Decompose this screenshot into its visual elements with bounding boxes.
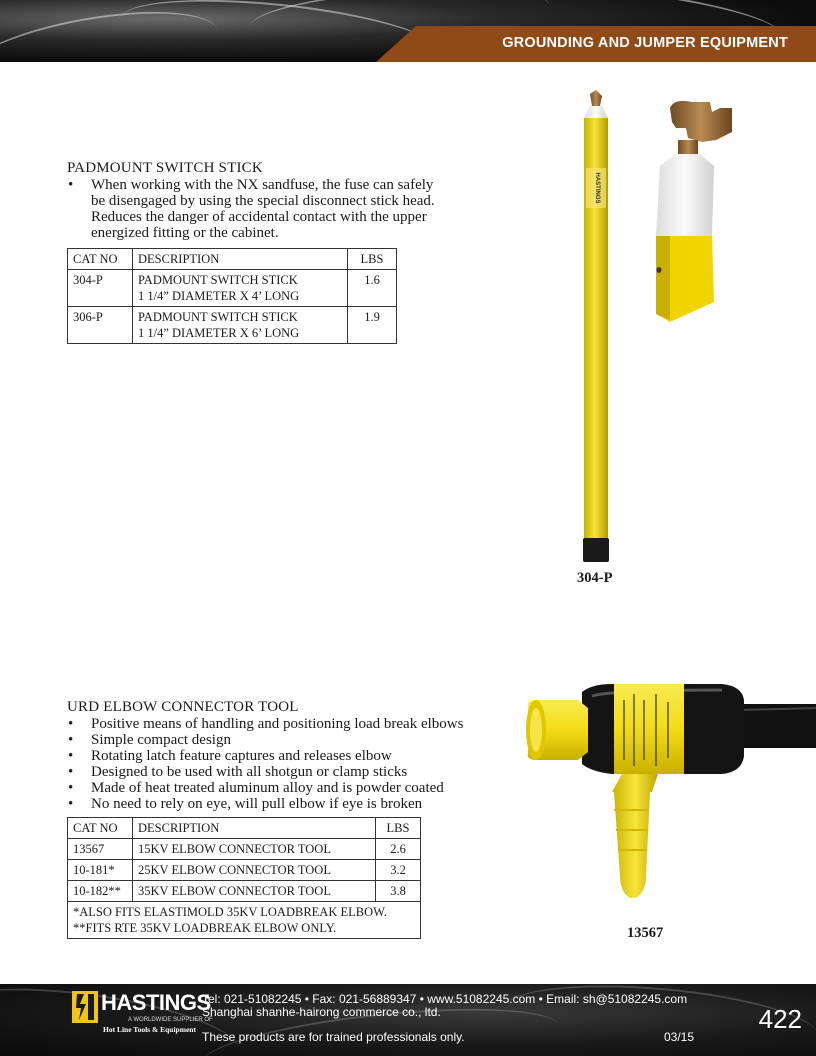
weight-cell: 2.6 <box>376 839 421 860</box>
description-cell: 25KV ELBOW CONNECTOR TOOL <box>133 860 376 881</box>
spec-table-elbow <box>67 817 421 939</box>
cat-no-cell: 13567 <box>68 839 133 860</box>
section-header-title: GROUNDING AND JUMPER EQUIPMENT <box>502 35 788 51</box>
padmount-switch-stick-image <box>560 88 760 568</box>
image-caption-304p: 304-P <box>577 570 613 586</box>
stick-brand-label: HASTINGS <box>594 172 600 204</box>
table-notes-row <box>68 902 421 939</box>
description-cell: 35KV ELBOW CONNECTOR TOOL <box>133 881 376 902</box>
description-line: PADMOUNT SWITCH STICK <box>138 273 298 287</box>
page-number: 422 <box>758 1004 802 1034</box>
footnote: **FITS RTE 35KV LOADBREAK ELBOW ONLY. <box>73 921 337 935</box>
table-notes <box>68 902 421 939</box>
page-header <box>0 0 816 62</box>
weight-cell: 3.8 <box>376 881 421 902</box>
cat-no-cell: 304-P <box>68 270 133 307</box>
cat-no-cell: 10-182** <box>68 881 133 902</box>
description-cell <box>133 270 348 307</box>
logo-mark-icon <box>72 991 98 1023</box>
table-row <box>68 860 421 881</box>
feature-list-elbow <box>67 716 507 812</box>
column-header: DESCRIPTION <box>133 818 376 839</box>
logo-subtitle: Hot Line Tools & Equipment <box>103 1025 196 1034</box>
column-header: CAT NO <box>68 249 133 270</box>
page-footer <box>0 984 816 1056</box>
footnote: *ALSO FITS ELASTIMOLD 35KV LOADBREAK ELBOW. <box>73 905 387 919</box>
disclaimer-line: These products are for trained professionals only. <box>202 1030 465 1044</box>
table-header-row <box>68 249 397 270</box>
cat-no-cell: 10-181* <box>68 860 133 881</box>
contact-line: Tel: 021-51082245 • Fax: 021-56889347 • www.51082245.com • Email: sh@51082245.com <box>202 992 688 1006</box>
logo-name: HASTINGS <box>101 990 211 1015</box>
cat-no-cell: 306-P <box>68 307 133 344</box>
company-line: Shanghai shanhe-hairong commerce co., ltd. <box>202 1005 441 1019</box>
list-item: • Made of heat treated aluminum alloy and is powder coated <box>67 780 507 796</box>
table-row <box>68 881 421 902</box>
table-row <box>68 839 421 860</box>
list-item: • Simple compact design <box>67 732 507 748</box>
section-title-padmount: PADMOUNT SWITCH STICK <box>67 160 263 176</box>
section-title-elbow: URD ELBOW CONNECTOR TOOL <box>67 699 299 715</box>
spec-table-padmount <box>67 248 397 344</box>
column-header: DESCRIPTION <box>133 249 348 270</box>
list-item: • No need to rely on eye, will pull elbow if eye is broken <box>67 796 507 812</box>
list-item: • When working with the NX sandfuse, the fuse can safely be disengaged by using the special disconnect stick head. Reduces the danger of accidental contact with the upper energized fitting or the cabinet. <box>67 177 437 241</box>
column-header: LBS <box>348 249 397 270</box>
feature-list-padmount <box>67 177 437 241</box>
weight-cell: 1.9 <box>348 307 397 344</box>
elbow-connector-tool-image <box>522 680 816 920</box>
date-code: 03/15 <box>664 1030 695 1044</box>
description-cell: 15KV ELBOW CONNECTOR TOOL <box>133 839 376 860</box>
weight-cell: 1.6 <box>348 270 397 307</box>
description-line: 1 1/4” DIAMETER X 6’ LONG <box>138 326 300 340</box>
table-row <box>68 270 397 307</box>
column-header: CAT NO <box>68 818 133 839</box>
table-row <box>68 307 397 344</box>
column-header: LBS <box>376 818 421 839</box>
list-item: • Designed to be used with all shotgun or clamp sticks <box>67 764 507 780</box>
table-header-row <box>68 818 421 839</box>
description-line: 1 1/4” DIAMETER X 4’ LONG <box>138 289 300 303</box>
logo-tagline: A WORLDWIDE SUPPLIER OF <box>128 1017 213 1023</box>
description-cell <box>133 307 348 344</box>
weight-cell: 3.2 <box>376 860 421 881</box>
image-caption-13567: 13567 <box>627 925 664 941</box>
description-line: PADMOUNT SWITCH STICK <box>138 310 298 324</box>
list-item: • Positive means of handling and positioning load break elbows <box>67 716 507 732</box>
list-item: • Rotating latch feature captures and releases elbow <box>67 748 507 764</box>
